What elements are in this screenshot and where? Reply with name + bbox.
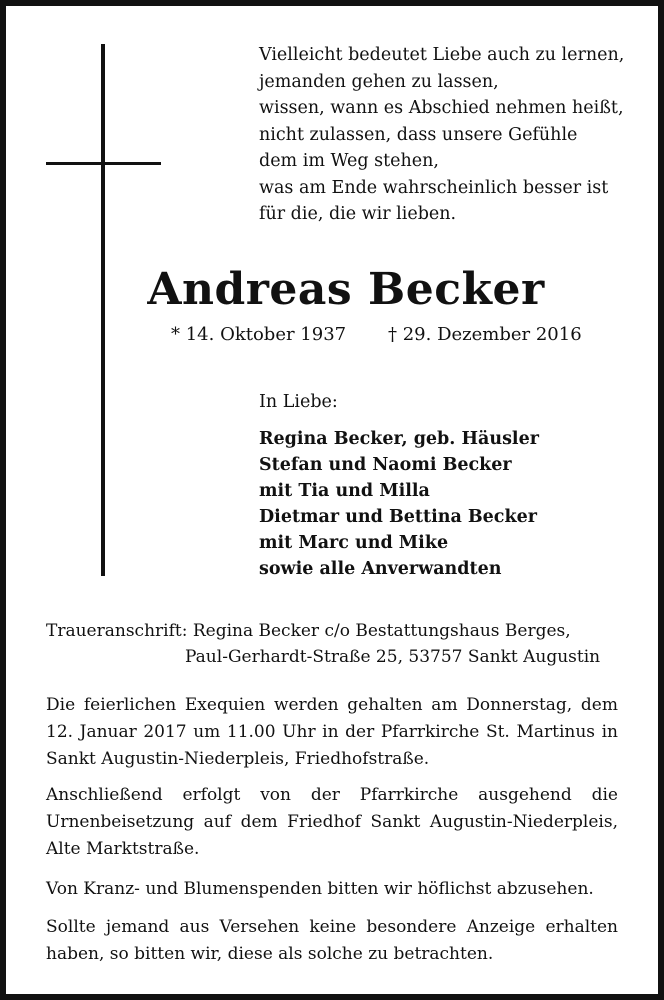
poem-line: jemanden gehen zu lassen, — [259, 71, 499, 92]
notice-disclaimer-paragraph: Sollte jemand aus Versehen keine besondere Anzeige erhalten haben, so bitten wir, diese als solche zu betrachten. — [46, 917, 618, 964]
deceased-name: Andreas Becker — [147, 264, 545, 315]
mourner: Stefan und Naomi Becker — [259, 455, 512, 475]
poem-line: Vielleicht bedeutet Liebe auch zu lernen, — [259, 45, 625, 65]
poem-line: nicht zulassen, dass unsere Gefühle — [259, 124, 578, 145]
mourning-address — [46, 618, 600, 670]
address-line-1: Traueranschrift: Regina Becker c/o Bestattungshaus Berges, — [46, 621, 571, 641]
death-date: † 29. Dezember 2016 — [388, 324, 582, 345]
address-line-2: Paul-Gerhardt-Straße 25, 53757 Sankt Augustin — [185, 647, 601, 667]
poem-line: für die, die wir lieben. — [259, 204, 457, 224]
mourner: Regina Becker, geb. Häusler — [259, 429, 539, 449]
flowers-note-paragraph: Von Kranz- und Blumenspenden bitten wir höflichst abzusehen. — [46, 879, 594, 899]
poem-line: was am Ende wahrscheinlich besser ist — [259, 177, 609, 198]
service-info-paragraph: Die feierlichen Exequien werden gehalten am Donnerstag, dem 12. Januar 2017 um 11.00 Uhr in der Pfarrkirche St. Martinus in Sankt Augustin-Niederpleis, Friedhofstraße. — [46, 695, 618, 769]
love-intro: In Liebe: — [259, 392, 338, 412]
burial-info-paragraph: Anschließend erfolgt von der Pfarrkirche ausgehend die Urnenbeisetzung auf dem Friedhof Sankt Augustin-Niederpleis, Alte Marktstraße. — [46, 785, 618, 859]
poem-line: wissen, wann es Abschied nehmen heißt, — [259, 98, 624, 118]
memorial-poem — [259, 42, 624, 228]
birth-date: * 14. Oktober 1937 — [171, 324, 347, 345]
mourner: sowie alle Anverwandten — [259, 559, 502, 579]
mourner: mit Tia und Milla — [259, 481, 430, 501]
cross-horizontal-bar — [46, 162, 161, 165]
mourner: Dietmar und Bettina Becker — [259, 507, 537, 527]
mourner: mit Marc und Mike — [259, 533, 449, 553]
mourners-list — [259, 426, 539, 582]
poem-line: dem im Weg stehen, — [259, 151, 439, 171]
